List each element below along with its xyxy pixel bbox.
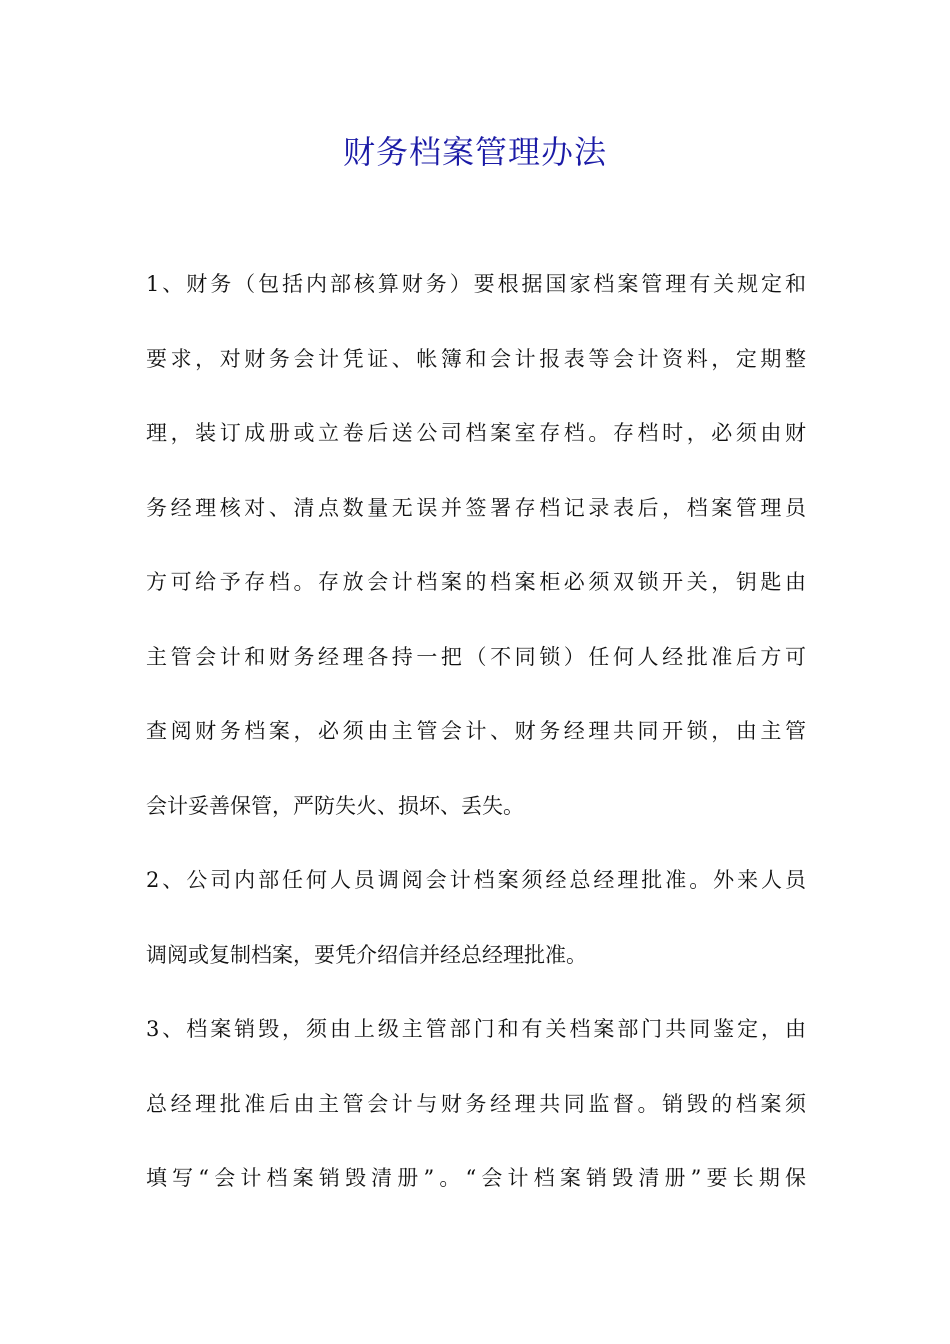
paragraph-line: 总经理批准后由主管会计与财务经理共同监督。销毁的档案须 <box>146 1091 806 1116</box>
paragraph-line: 务经理核对、清点数量无误并签署存档记录表后，档案管理员 <box>146 495 806 520</box>
paragraph-line: 主管会计和财务经理各持一把（不同锁）任何人经批准后方可 <box>146 644 806 669</box>
paragraph-line: 要求，对财务会计凭证、帐簿和会计报表等会计资料，定期整 <box>146 346 806 371</box>
paragraph-line: 3、档案销毁，须由上级主管部门和有关档案部门共同鉴定，由 <box>146 1017 806 1041</box>
paragraph-1 <box>146 262 806 858</box>
document-body <box>146 262 806 1231</box>
paragraph-line: 查阅财务档案，必须由主管会计、财务经理共同开锁，由主管 <box>146 719 806 743</box>
paragraph-3 <box>146 1007 806 1231</box>
paragraph-line: 理，装订成册或立卷后送公司档案室存档。存档时，必须由财 <box>146 421 806 445</box>
paragraph-line: 1、财务（包括内部核算财务）要根据国家档案管理有关规定和 <box>146 272 806 296</box>
document-title: 财务档案管理办法 <box>342 133 607 171</box>
paragraph-2 <box>146 858 806 1007</box>
paragraph-line: 填写“会计档案销毁清册”。“会计档案销毁清册”要长期保 <box>146 1166 806 1190</box>
paragraph-line: 2、公司内部任何人员调阅会计档案须经总经理批准。外来人员 <box>146 868 806 892</box>
paragraph-line: 调阅或复制档案，要凭介绍信并经总经理批准。 <box>146 942 587 967</box>
paragraph-line: 方可给予存档。存放会计档案的档案柜必须双锁开关，钥匙由 <box>146 570 806 594</box>
paragraph-line: 会计妥善保管，严防失火、损坏、丢失。 <box>146 793 524 818</box>
